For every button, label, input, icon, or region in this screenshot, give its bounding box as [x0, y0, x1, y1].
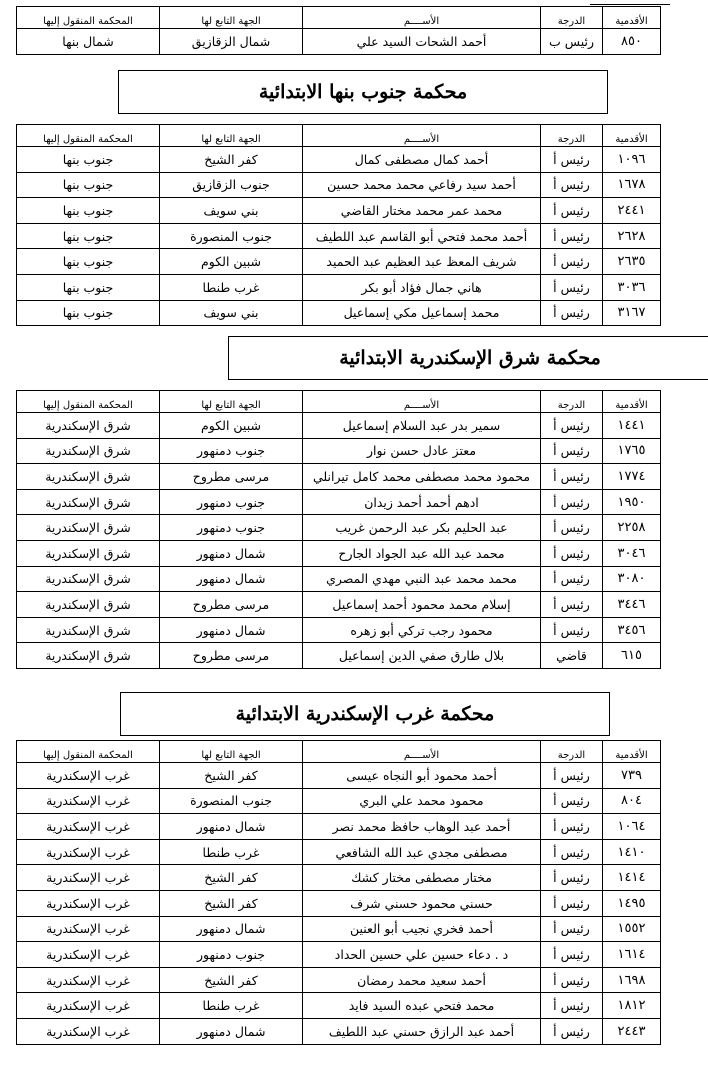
seniority-cell: ٨٥٠	[603, 29, 661, 55]
degree-cell: رئيس أ	[541, 249, 603, 275]
degree-cell: رئيس أ	[541, 993, 603, 1019]
to-court-cell: شرق الإسكندرية	[17, 515, 160, 541]
from-court-cell: مرسى مطروح	[160, 643, 303, 669]
seniority-cell: ٣٤٥٦	[603, 617, 661, 643]
name-cell: محمد عمر محمد مختار القاضي	[303, 198, 541, 224]
degree-cell: رئيس أ	[541, 515, 603, 541]
table-row	[17, 1018, 661, 1044]
seniority-cell: ٢٦٣٥	[603, 249, 661, 275]
col-header-name: الأســــم	[303, 125, 541, 147]
col-header-to-court: المحكمة المنقول إليها	[17, 7, 160, 29]
from-court-cell: كفر الشيخ	[160, 890, 303, 916]
seniority-cell: ١٠٦٤	[603, 814, 661, 840]
table-row	[17, 643, 661, 669]
col-header-to-court: المحكمة المنقول إليها	[17, 741, 160, 763]
to-court-cell: شرق الإسكندرية	[17, 566, 160, 592]
table-row	[17, 993, 661, 1019]
to-court-cell: غرب الإسكندرية	[17, 814, 160, 840]
col-header-seniority: الأقدمية	[603, 7, 661, 29]
table-row	[17, 890, 661, 916]
name-cell: هاني جمال فؤاد أبو بكر	[303, 274, 541, 300]
degree-cell: رئيس أ	[541, 592, 603, 618]
from-court-cell: جنوب المنصورة	[160, 223, 303, 249]
degree-cell: رئيس أ	[541, 890, 603, 916]
section-table-block	[16, 740, 661, 1045]
table-header-row	[17, 391, 661, 413]
degree-cell: رئيس أ	[541, 489, 603, 515]
from-court-cell: مرسى مطروح	[160, 464, 303, 490]
to-court-cell: غرب الإسكندرية	[17, 865, 160, 891]
from-court-cell: شمال دمنهور	[160, 814, 303, 840]
table-row	[17, 515, 661, 541]
from-court-cell: شمال دمنهور	[160, 916, 303, 942]
to-court-cell: شرق الإسكندرية	[17, 643, 160, 669]
degree-cell: رئيس أ	[541, 788, 603, 814]
section-title: محكمة شرق الإسكندرية الابتدائية	[228, 336, 708, 380]
name-cell: محمود رجب تركي أبو زهره	[303, 617, 541, 643]
degree-cell: رئيس ب	[541, 29, 603, 55]
seniority-cell: ٢٢٥٨	[603, 515, 661, 541]
name-cell: إسلام محمد محمود أحمد إسماعيل	[303, 592, 541, 618]
section-title: محكمة غرب الإسكندرية الابتدائية	[120, 692, 610, 736]
seniority-cell: ٢٤٤٣	[603, 1018, 661, 1044]
col-header-seniority: الأقدمية	[603, 391, 661, 413]
to-court-cell: شرق الإسكندرية	[17, 592, 160, 618]
table-header-row	[17, 7, 661, 29]
from-court-cell: شمال الزقازيق	[160, 29, 303, 55]
to-court-cell: شرق الإسكندرية	[17, 464, 160, 490]
name-cell: أحمد عبد الوهاب حافظ محمد نصر	[303, 814, 541, 840]
seniority-cell: ١٤٩٥	[603, 890, 661, 916]
table-row	[17, 223, 661, 249]
to-court-cell: غرب الإسكندرية	[17, 942, 160, 968]
table-row	[17, 172, 661, 198]
table-row	[17, 147, 661, 173]
to-court-cell: جنوب بنها	[17, 198, 160, 224]
from-court-cell: جنوب دمنهور	[160, 438, 303, 464]
name-cell: محمد إسماعيل مكي إسماعيل	[303, 300, 541, 326]
table-row	[17, 29, 661, 55]
to-court-cell: جنوب بنها	[17, 249, 160, 275]
to-court-cell: جنوب بنها	[17, 172, 160, 198]
seniority-cell: ١٤٤١	[603, 413, 661, 439]
col-header-degree: الدرجة	[541, 741, 603, 763]
degree-cell: رئيس أ	[541, 274, 603, 300]
table-row	[17, 814, 661, 840]
name-cell: أحمد سيد رفاعي محمد محمد حسين	[303, 172, 541, 198]
name-cell: أحمد محمود أبو النجاه عيسى	[303, 763, 541, 789]
to-court-cell: غرب الإسكندرية	[17, 839, 160, 865]
section-table	[16, 390, 661, 669]
name-cell: أحمد محمد فتحي أبو القاسم عبد اللطيف	[303, 223, 541, 249]
table-row	[17, 540, 661, 566]
degree-cell: رئيس أ	[541, 223, 603, 249]
name-cell: معتز عادل حسن نوار	[303, 438, 541, 464]
seniority-cell: ٦١٥	[603, 643, 661, 669]
col-header-degree: الدرجة	[541, 391, 603, 413]
name-cell: محمود محمد علي البري	[303, 788, 541, 814]
col-header-from-court: الجهة التابع لها	[160, 7, 303, 29]
degree-cell: رئيس أ	[541, 763, 603, 789]
seniority-cell: ٨٠٤	[603, 788, 661, 814]
name-cell: أحمد سعيد محمد رمضان	[303, 967, 541, 993]
from-court-cell: جنوب دمنهور	[160, 489, 303, 515]
name-cell: محمد فتحي عبده السيد فايد	[303, 993, 541, 1019]
seniority-cell: ٣١٦٧	[603, 300, 661, 326]
to-court-cell: شرق الإسكندرية	[17, 540, 160, 566]
to-court-cell: شمال بنها	[17, 29, 160, 55]
col-header-from-court: الجهة التابع لها	[160, 391, 303, 413]
col-header-name: الأســــم	[303, 7, 541, 29]
from-court-cell: جنوب المنصورة	[160, 788, 303, 814]
to-court-cell: جنوب بنها	[17, 147, 160, 173]
table-row	[17, 249, 661, 275]
seniority-cell: ٢٦٢٨	[603, 223, 661, 249]
table-row	[17, 617, 661, 643]
name-cell: أحمد كمال مصطفى كمال	[303, 147, 541, 173]
degree-cell: رئيس أ	[541, 1018, 603, 1044]
seniority-cell: ١٦١٤	[603, 942, 661, 968]
from-court-cell: شبين الكوم	[160, 413, 303, 439]
name-cell: شريف المعظ عبد العظيم عبد الحميد	[303, 249, 541, 275]
table-row	[17, 916, 661, 942]
from-court-cell: بني سويف	[160, 198, 303, 224]
seniority-cell: ١٤١٤	[603, 865, 661, 891]
col-header-to-court: المحكمة المنقول إليها	[17, 125, 160, 147]
table-row	[17, 763, 661, 789]
degree-cell: قاضي	[541, 643, 603, 669]
degree-cell: رئيس أ	[541, 413, 603, 439]
degree-cell: رئيس أ	[541, 464, 603, 490]
degree-cell: رئيس أ	[541, 865, 603, 891]
degree-cell: رئيس أ	[541, 540, 603, 566]
top-table	[16, 6, 661, 55]
seniority-cell: ٣٤٤٦	[603, 592, 661, 618]
col-header-seniority: الأقدمية	[603, 125, 661, 147]
to-court-cell: شرق الإسكندرية	[17, 489, 160, 515]
section-table-block	[16, 124, 661, 326]
name-cell: محمود محمد مصطفى محمد كامل تيرانلي	[303, 464, 541, 490]
from-court-cell: شبين الكوم	[160, 249, 303, 275]
from-court-cell: جنوب دمنهور	[160, 515, 303, 541]
table-row	[17, 198, 661, 224]
col-header-to-court: المحكمة المنقول إليها	[17, 391, 160, 413]
to-court-cell: غرب الإسكندرية	[17, 788, 160, 814]
name-cell: حسني محمود حسني شرف	[303, 890, 541, 916]
name-cell: ادهم أحمد أحمد زيدان	[303, 489, 541, 515]
table-row	[17, 274, 661, 300]
name-cell: أحمد عبد الرازق حسني عبد اللطيف	[303, 1018, 541, 1044]
to-court-cell: شرق الإسكندرية	[17, 617, 160, 643]
from-court-cell: مرسى مطروح	[160, 592, 303, 618]
from-court-cell: شمال دمنهور	[160, 1018, 303, 1044]
name-cell: مصطفى مجدي عبد الله الشافعي	[303, 839, 541, 865]
from-court-cell: غرب طنطا	[160, 993, 303, 1019]
seniority-cell: ٣٠٤٦	[603, 540, 661, 566]
degree-cell: رئيس أ	[541, 814, 603, 840]
section-table	[16, 740, 661, 1045]
degree-cell: رئيس أ	[541, 942, 603, 968]
seniority-cell: ١٦٧٨	[603, 172, 661, 198]
col-header-degree: الدرجة	[541, 125, 603, 147]
degree-cell: رئيس أ	[541, 438, 603, 464]
seniority-cell: ١٨١٢	[603, 993, 661, 1019]
name-cell: سمير بدر عبد السلام إسماعيل	[303, 413, 541, 439]
seniority-cell: ٣٠٨٠	[603, 566, 661, 592]
to-court-cell: شرق الإسكندرية	[17, 438, 160, 464]
from-court-cell: غرب طنطا	[160, 274, 303, 300]
to-court-cell: غرب الإسكندرية	[17, 967, 160, 993]
name-cell: د . دعاء حسين علي حسين الحداد	[303, 942, 541, 968]
seniority-cell: ٣٠٣٦	[603, 274, 661, 300]
table-row	[17, 967, 661, 993]
degree-cell: رئيس أ	[541, 967, 603, 993]
degree-cell: رئيس أ	[541, 172, 603, 198]
table-row	[17, 942, 661, 968]
seniority-cell: ١٥٥٢	[603, 916, 661, 942]
table-row	[17, 413, 661, 439]
top-cut-edge	[590, 0, 670, 5]
name-cell: مختار مصطفى مختار كشك	[303, 865, 541, 891]
name-cell: عبد الحليم بكر عبد الرحمن غريب	[303, 515, 541, 541]
from-court-cell: كفر الشيخ	[160, 763, 303, 789]
to-court-cell: شرق الإسكندرية	[17, 413, 160, 439]
name-cell: أحمد فخري نجيب أبو العنين	[303, 916, 541, 942]
col-header-from-court: الجهة التابع لها	[160, 741, 303, 763]
table-row	[17, 592, 661, 618]
seniority-cell: ١٤١٠	[603, 839, 661, 865]
col-header-name: الأســــم	[303, 391, 541, 413]
col-header-name: الأســــم	[303, 741, 541, 763]
to-court-cell: غرب الإسكندرية	[17, 916, 160, 942]
name-cell: بلال طارق صفي الدين إسماعيل	[303, 643, 541, 669]
from-court-cell: شمال دمنهور	[160, 566, 303, 592]
from-court-cell: كفر الشيخ	[160, 147, 303, 173]
to-court-cell: جنوب بنها	[17, 274, 160, 300]
table-row	[17, 566, 661, 592]
from-court-cell: بني سويف	[160, 300, 303, 326]
from-court-cell: شمال دمنهور	[160, 540, 303, 566]
seniority-cell: ١٠٩٦	[603, 147, 661, 173]
table-row	[17, 788, 661, 814]
from-court-cell: كفر الشيخ	[160, 967, 303, 993]
from-court-cell: كفر الشيخ	[160, 865, 303, 891]
degree-cell: رئيس أ	[541, 916, 603, 942]
seniority-cell: ١٧٧٤	[603, 464, 661, 490]
to-court-cell: جنوب بنها	[17, 300, 160, 326]
from-court-cell: جنوب دمنهور	[160, 942, 303, 968]
degree-cell: رئيس أ	[541, 617, 603, 643]
to-court-cell: غرب الإسكندرية	[17, 993, 160, 1019]
table-row	[17, 839, 661, 865]
name-cell: أحمد الشحات السيد علي	[303, 29, 541, 55]
table-row	[17, 464, 661, 490]
name-cell: محمد محمد عبد النبي مهدي المصري	[303, 566, 541, 592]
seniority-cell: ١٦٩٨	[603, 967, 661, 993]
table-header-row	[17, 125, 661, 147]
table-header-row	[17, 741, 661, 763]
seniority-cell: ١٩٥٠	[603, 489, 661, 515]
table-row	[17, 438, 661, 464]
degree-cell: رئيس أ	[541, 839, 603, 865]
table-row	[17, 300, 661, 326]
to-court-cell: غرب الإسكندرية	[17, 890, 160, 916]
degree-cell: رئيس أ	[541, 566, 603, 592]
to-court-cell: غرب الإسكندرية	[17, 1018, 160, 1044]
degree-cell: رئيس أ	[541, 147, 603, 173]
section-table	[16, 124, 661, 326]
from-court-cell: غرب طنطا	[160, 839, 303, 865]
to-court-cell: جنوب بنها	[17, 223, 160, 249]
section-title: محكمة جنوب بنها الابتدائية	[118, 70, 608, 114]
from-court-cell: جنوب الزقازيق	[160, 172, 303, 198]
degree-cell: رئيس أ	[541, 300, 603, 326]
seniority-cell: ٢٤٤١	[603, 198, 661, 224]
col-header-from-court: الجهة التابع لها	[160, 125, 303, 147]
degree-cell: رئيس أ	[541, 198, 603, 224]
from-court-cell: شمال دمنهور	[160, 617, 303, 643]
col-header-seniority: الأقدمية	[603, 741, 661, 763]
col-header-degree: الدرجة	[541, 7, 603, 29]
seniority-cell: ٧٣٩	[603, 763, 661, 789]
to-court-cell: غرب الإسكندرية	[17, 763, 160, 789]
top-table-block	[16, 6, 661, 55]
section-table-block	[16, 390, 661, 669]
seniority-cell: ١٧٦٥	[603, 438, 661, 464]
table-row	[17, 489, 661, 515]
table-row	[17, 865, 661, 891]
name-cell: محمد عبد الله عبد الجواد الجارح	[303, 540, 541, 566]
